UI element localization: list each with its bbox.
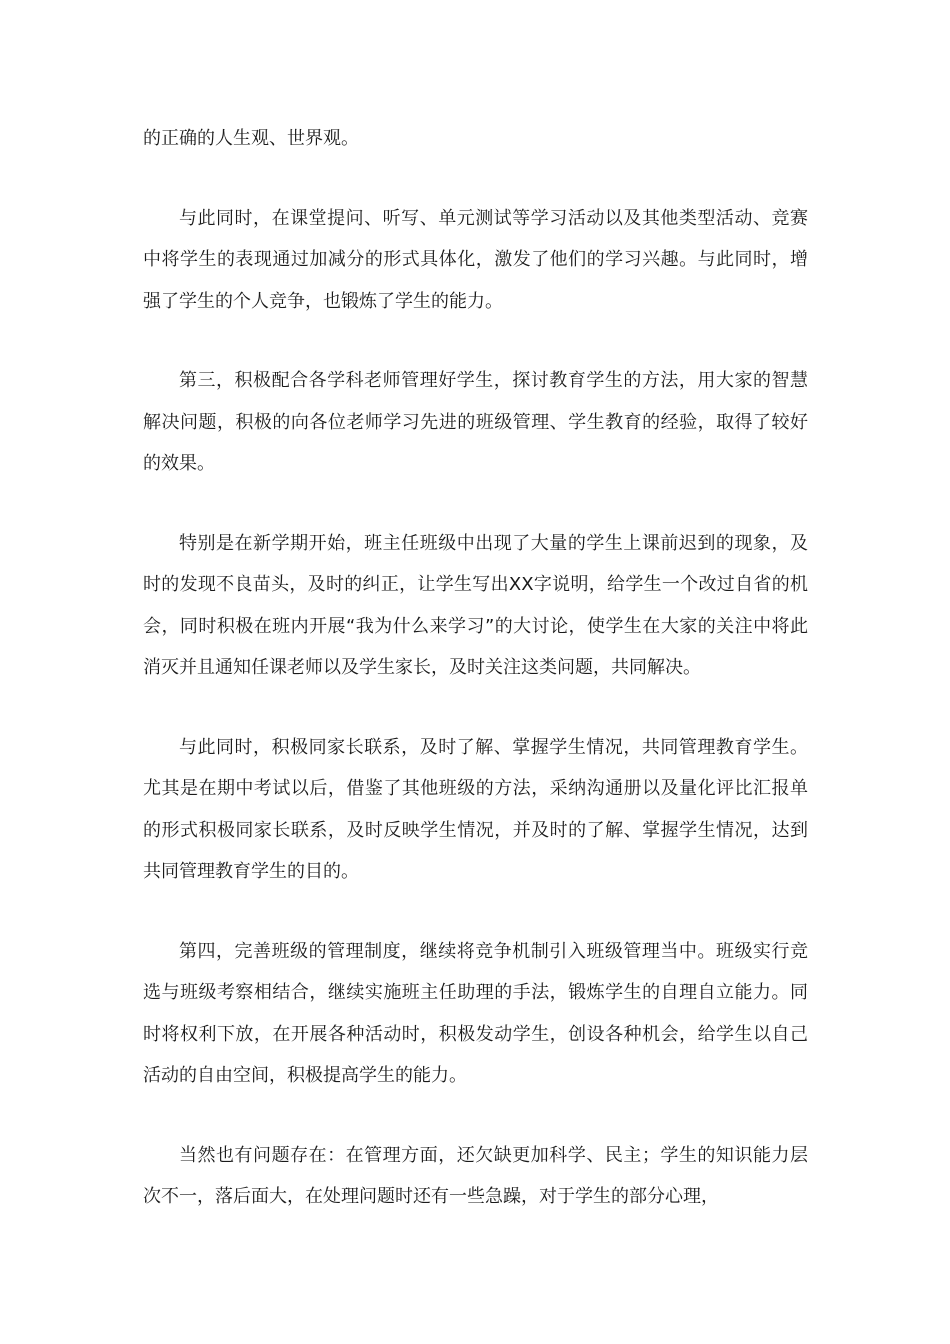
paragraph-gap <box>143 689 808 727</box>
paragraph-gap <box>143 485 808 523</box>
paragraph-2: 与此同时，在课堂提问、听写、单元测试等学习活动以及其他类型活动、竞赛中将学生的表现通过加减分的形式具体化，激发了他们的学习兴趣。与此同时，增强了学生的个人竞争，也锻炼了学生的能力。 <box>143 207 808 312</box>
paragraph-gap <box>143 893 808 931</box>
paragraph-gap <box>143 322 808 360</box>
document-body <box>143 118 808 1218</box>
paragraph-6: 第四，完善班级的管理制度，继续将竞争机制引入班级管理当中。班级实行竞选与班级考察相结合，继续实施班主任助理的手法，锻炼学生的自理自立能力。同时将权利下放，在开展各种活动时，积极发动学生，创设各种机会，给学生以自己活动的自由空间，积极提高学生的能力。 <box>143 940 808 1086</box>
paragraph-5: 与此同时，积极同家长联系，及时了解、掌握学生情况，共同管理教育学生。尤其是在期中考试以后，借鉴了其他班级的方法，采纳沟通册以及量化评比汇报单的形式积极同家长联系，及时反映学生情况，并及时的了解、掌握学生情况，达到共同管理教育学生的目的。 <box>143 736 808 882</box>
paragraph-7: 当然也有问题存在：在管理方面，还欠缺更加科学、民主；学生的知识能力层次不一，落后面大，在处理问题时还有一些急躁，对于学生的部分心理， <box>143 1144 808 1207</box>
paragraph-gap <box>143 1097 808 1135</box>
paragraph-1: 的正确的人生观、世界观。 <box>143 128 359 149</box>
paragraph-gap <box>143 160 808 198</box>
paragraph-4: 特别是在新学期开始，班主任班级中出现了大量的学生上课前迟到的现象，及时的发现不良苗头，及时的纠正，让学生写出XX字说明，给学生一个改过自省的机会，同时积极在班内开展“我为什么来学习”的大讨论，使学生在大家的关注中将此消灭并且通知任课老师以及学生家长，及时关注这类问题，共同解决。 <box>143 532 808 678</box>
paragraph-3: 第三，积极配合各学科老师管理好学生，探讨教育学生的方法，用大家的智慧解决问题，积极的向各位老师学习先进的班级管理、学生教育的经验，取得了较好的效果。 <box>143 370 808 474</box>
